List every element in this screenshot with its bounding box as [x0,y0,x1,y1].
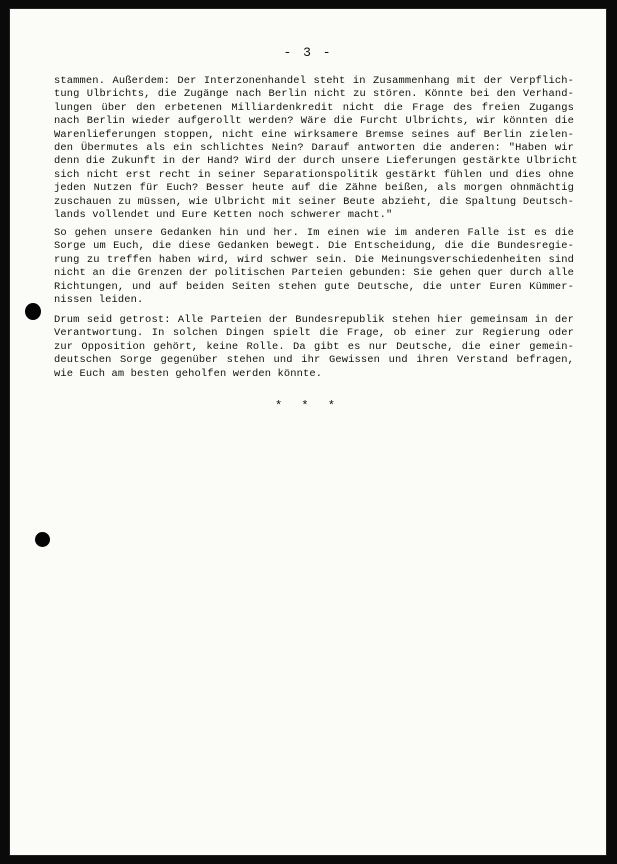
punch-hole-mark [25,303,41,320]
text-line: Richtungen, und auf beiden Seiten stehen gute Deutsche, die unter Euren Kümmer- [54,280,574,293]
paragraph-2 [54,227,574,307]
section-separator: * * * [274,399,341,413]
paragraph-1 [54,75,578,222]
text-line: nicht an die Grenzen der politischen Parteien gebunden: Sie gehen quer durch alle [54,267,574,280]
text-line: Verantwortung. In solchen Dingen spielt die Frage, ob einer zur Regierung oder [54,327,574,340]
page-number: - 3 - [283,45,333,60]
text-line: So gehen unsere Gedanken hin und her. Im einen wie im anderen Falle ist es die [54,227,574,239]
text-line: nach Berlin wieder aufgerollt werden? Wäre die Furcht Ulbrichts, wir könnten die [54,115,574,128]
text-line: zuschauen zu müssen, wie Ulbricht mit seiner Beute abzieht, die Spaltung Deutsch- [54,195,574,208]
text-line: Warenlieferungen stoppen, nicht eine wirksamere Bremse seines auf Berlin zielen- [54,128,574,141]
text-line: lungen über den erbetenen Milliardenkredit nicht die Frage des freien Zugangs [54,101,574,114]
text-line: lands vollendet und Eure Ketten noch schwerer macht." [54,209,393,222]
text-line: deutschen Sorge gegenüber stehen und ihr Gewissen und ihren Verstand befragen, [54,354,574,367]
text-line: stammen. Außerdem: Der Interzonenhandel steht in Zusammenhang mit der Verpflich- [54,75,574,87]
paragraph-3 [54,314,574,381]
text-line: rung zu treffen haben wird, wird schwer sein. Die Meinungsverschiedenheiten sind [54,253,574,266]
text-line: Drum seid getrost: Alle Parteien der Bundesrepublik stehen hier gemeinsam in der [54,314,574,326]
text-line: denn die Zukunft in der Hand? Wird der durch unsere Lieferungen gestärkte Ulbricht [54,155,578,168]
text-line: Sorge um Euch, die diese Gedanken bewegt. Die Entscheidung, die die Bundesregie- [54,240,574,253]
text-line: den Übermutes als ein schlichtes Nein? Darauf antworten die anderen: "Haben wir [54,142,574,155]
text-line: jeden Nutzen für Euch? Besser heute auf die Zähne beißen, als morgen ohnmächtig [54,182,574,195]
text-line: sich nicht erst recht in seiner Separationspolitik gestärkt fühlen und dies ohne [54,168,574,181]
punch-hole-mark [35,532,50,547]
text-line: zur Opposition gehört, keine Rolle. Da gibt es nur Deutsche, die einer gemein- [54,340,574,353]
text-line: nissen leiden. [54,294,144,307]
text-line: tung Ulbrichts, die Zugänge nach Berlin nicht zu stören. Könnte bei den Verhand- [54,88,574,101]
text-line: wie Euch am besten geholfen werden könnte. [54,367,323,380]
document-page [9,8,607,856]
